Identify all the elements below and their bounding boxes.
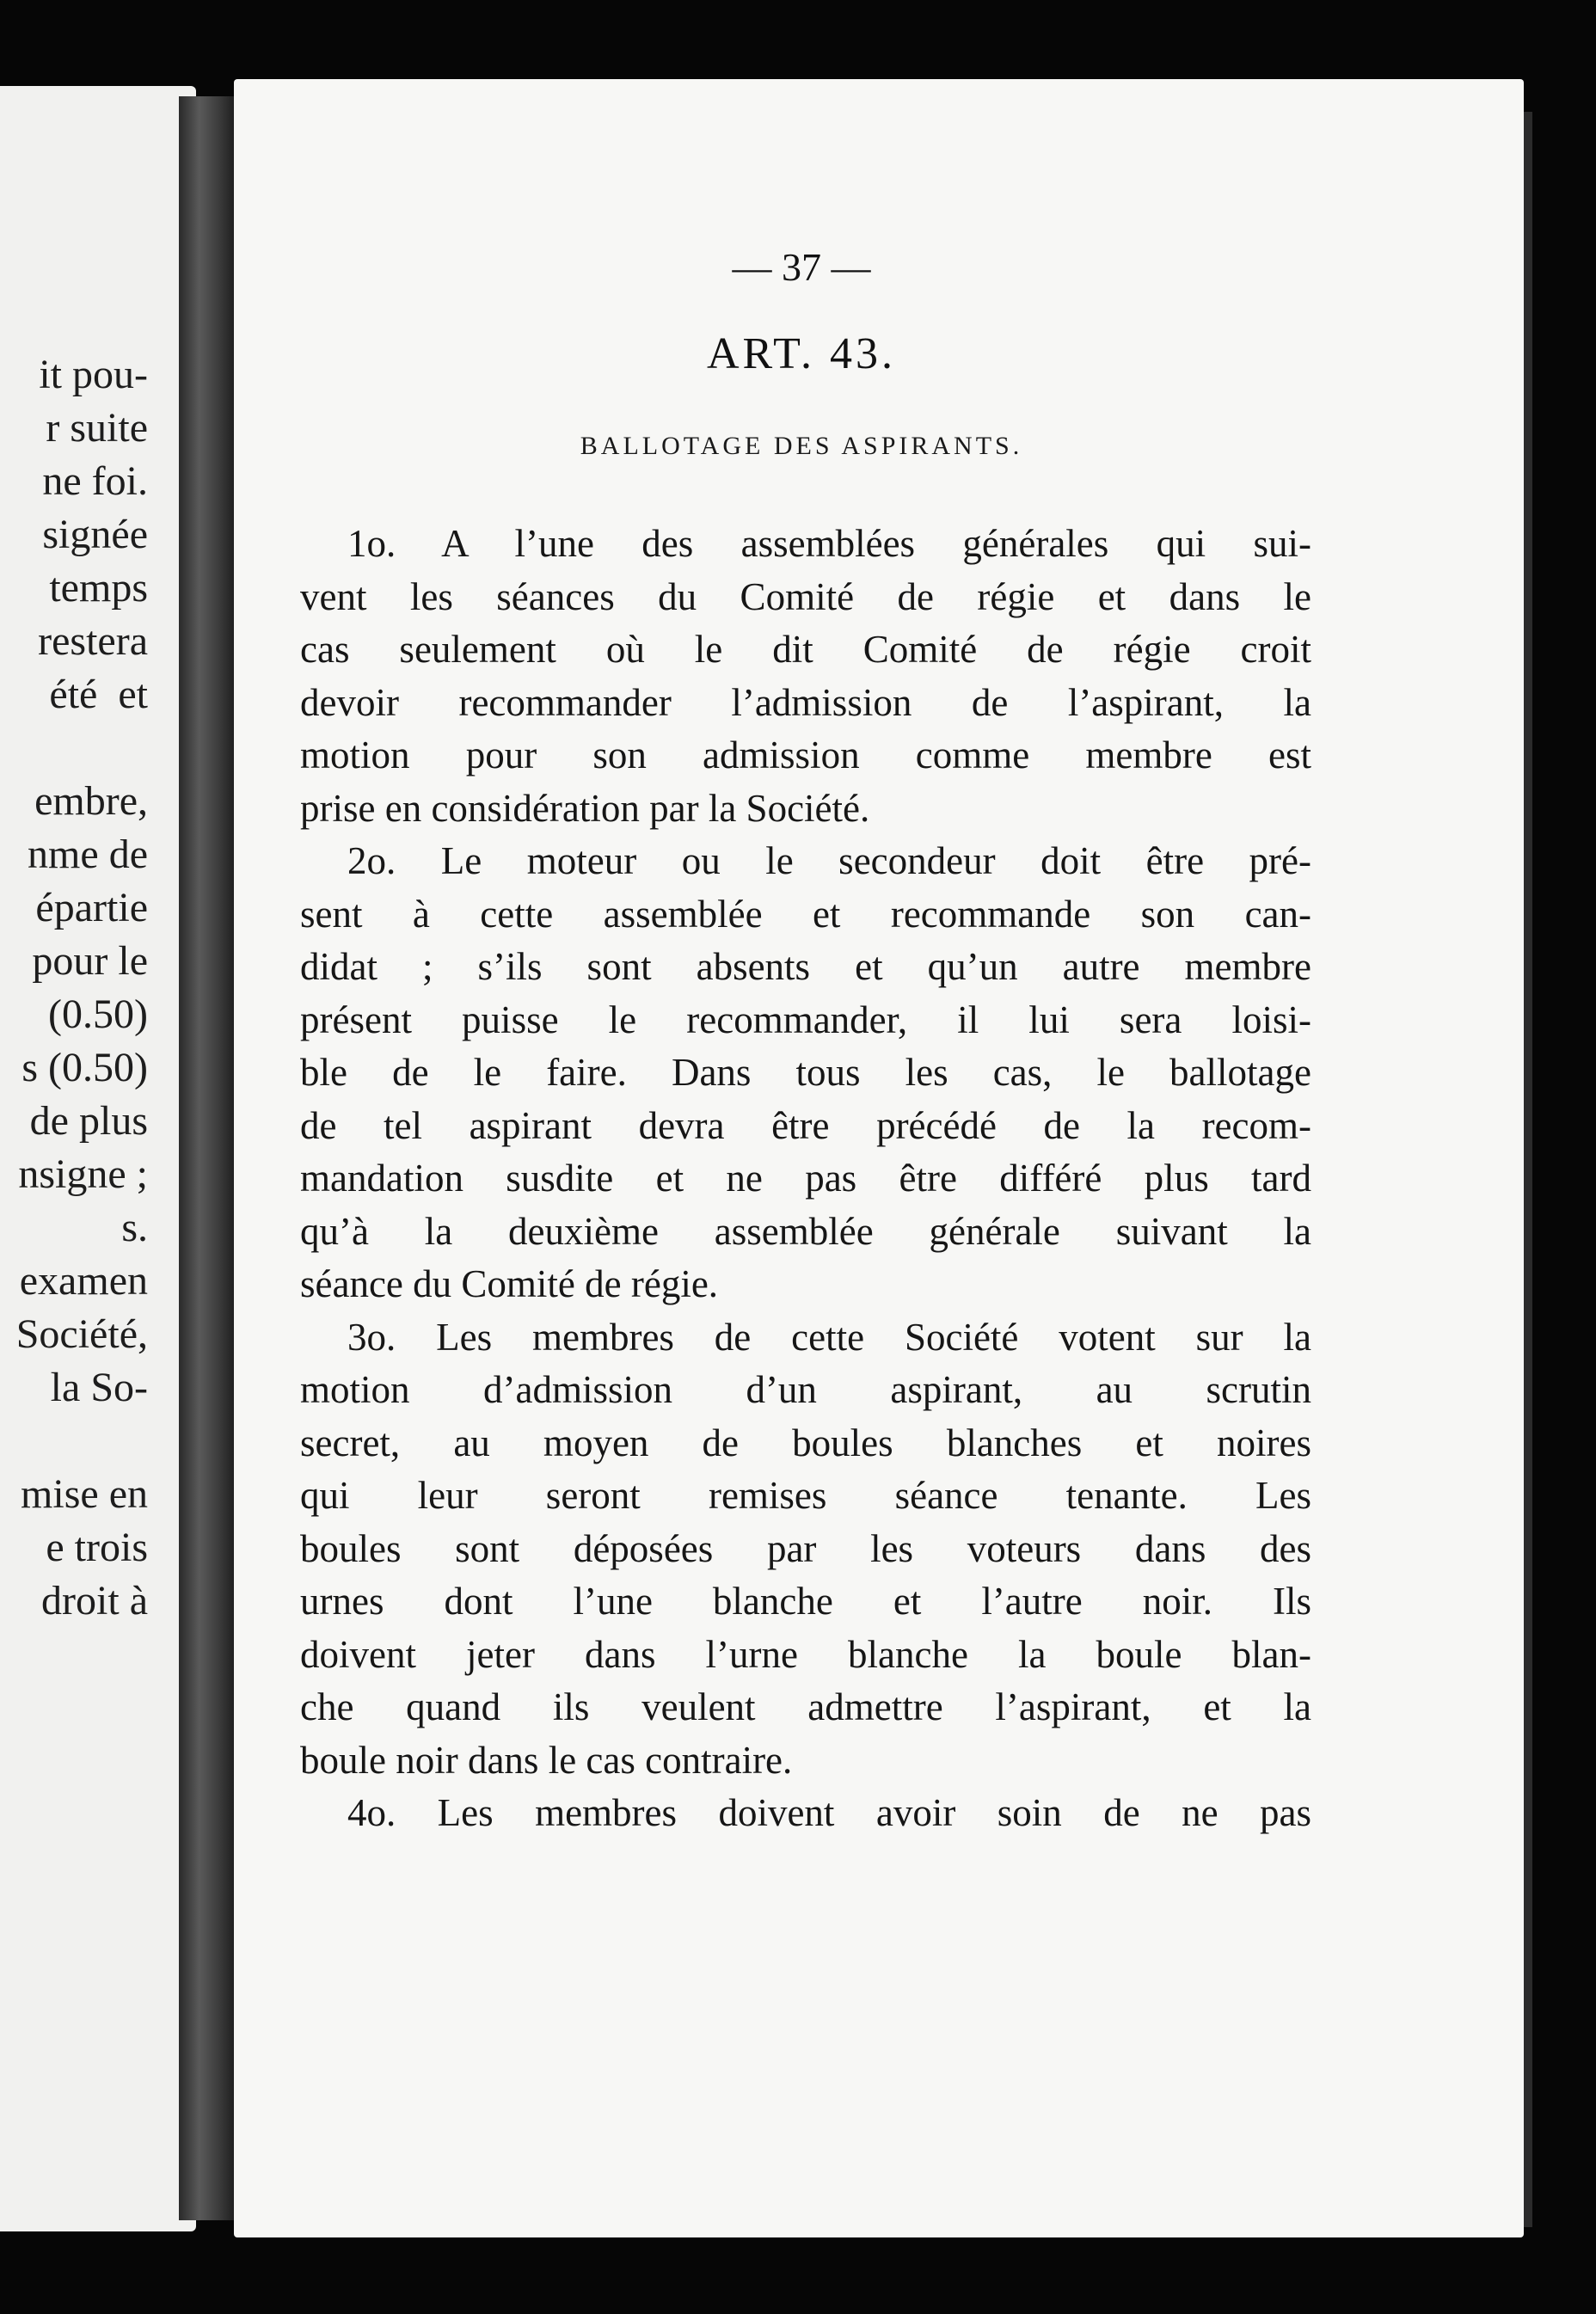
body-line: secret, au moyen de boules blanches et noires — [300, 1421, 1311, 1464]
left-page-line: pour le — [32, 938, 148, 984]
body-line: boule noir dans le cas contraire. — [300, 1738, 793, 1782]
left-page-line: été et — [49, 672, 148, 717]
left-page-line — [16, 721, 148, 775]
left-page-line: mise en — [21, 1471, 148, 1517]
left-page-line: Société, — [15, 1311, 148, 1357]
left-page-fragment — [0, 86, 196, 2231]
body-line: boules sont déposées par les voteurs dans des — [300, 1526, 1311, 1570]
left-page-line: épartie — [35, 885, 148, 930]
left-page-line: droit à — [41, 1578, 148, 1623]
article-heading: BALLOTAGE DES ASPIRANTS. — [580, 432, 1023, 460]
right-page — [234, 79, 1524, 2237]
left-page-line — [16, 1415, 148, 1468]
left-page-line: r suite — [46, 405, 148, 451]
body-line: doivent jeter dans l’urne blanche la boule blan- — [300, 1632, 1311, 1676]
body-line: devoir recommander l’admission de l’aspirant, la — [300, 680, 1311, 724]
left-page-line: ne foi. — [42, 458, 148, 504]
left-page-line: it pou- — [39, 352, 148, 397]
left-page-line: (0.50) — [48, 991, 148, 1037]
body-line: mandation susdite et ne pas être différé plus tard — [300, 1157, 1311, 1200]
page-edge-shadow — [1524, 112, 1532, 2227]
body-line: cas seulement où le dit Comité de régie croit — [300, 628, 1311, 671]
left-page-line: s. — [121, 1205, 148, 1250]
body-line: prise en considération par la Société. — [300, 786, 870, 830]
left-page-line: nme de — [28, 832, 148, 877]
article-body — [300, 518, 1311, 1840]
body-line: che quand ils veulent admettre l’aspirant, et la — [300, 1685, 1311, 1728]
left-page-line: s (0.50) — [21, 1045, 148, 1090]
left-page-line: la So- — [50, 1365, 148, 1410]
page-number: — 37 — — [732, 245, 871, 289]
left-page-line: examen — [19, 1258, 148, 1304]
body-line: 4o. Les membres doivent avoir soin de ne pas — [347, 1791, 1311, 1834]
left-page-line: e trois — [46, 1525, 148, 1570]
body-line: séance du Comité de régie. — [300, 1262, 719, 1305]
left-page-line: embre, — [34, 778, 148, 824]
body-line: vent les séances du Comité de régie et dans le — [300, 574, 1311, 618]
body-line: ble de le faire. Dans tous les cas, le ballotage — [300, 1051, 1311, 1094]
article-title: ART. 43. — [706, 329, 897, 378]
body-line: motion d’admission d’un aspirant, au scrutin — [300, 1368, 1311, 1411]
body-line: qu’à la deuxième assemblée générale suivant la — [300, 1209, 1311, 1253]
body-line: de tel aspirant devra être précédé de la recom- — [300, 1103, 1311, 1147]
left-page-line: nsigne ; — [18, 1151, 148, 1197]
body-line: 1o. A l’une des assemblées générales qui sui- — [347, 522, 1311, 565]
body-line: didat ; s’ils sont absents et qu’un autre membre — [300, 945, 1311, 988]
body-line: qui leur seront remises séance tenante. Les — [300, 1474, 1311, 1517]
body-line: sent à cette assemblée et recommande son can- — [300, 892, 1311, 936]
body-line: 2o. Le moteur ou le secondeur doit être pré- — [347, 839, 1311, 882]
body-line: 3o. Les membres de cette Société votent sur la — [347, 1315, 1311, 1359]
body-line: présent puisse le recommander, il lui sera loisi- — [300, 997, 1311, 1041]
left-page-text — [16, 348, 148, 1628]
left-page-line: de plus — [29, 1098, 148, 1144]
book-gutter — [179, 96, 237, 2220]
left-page-line: restera — [38, 618, 148, 664]
left-page-line: temps — [49, 565, 148, 611]
body-line: motion pour son admission comme membre est — [300, 733, 1311, 776]
left-page-line: signée — [42, 512, 148, 557]
body-line: urnes dont l’une blanche et l’autre noir. Ils — [300, 1580, 1311, 1623]
